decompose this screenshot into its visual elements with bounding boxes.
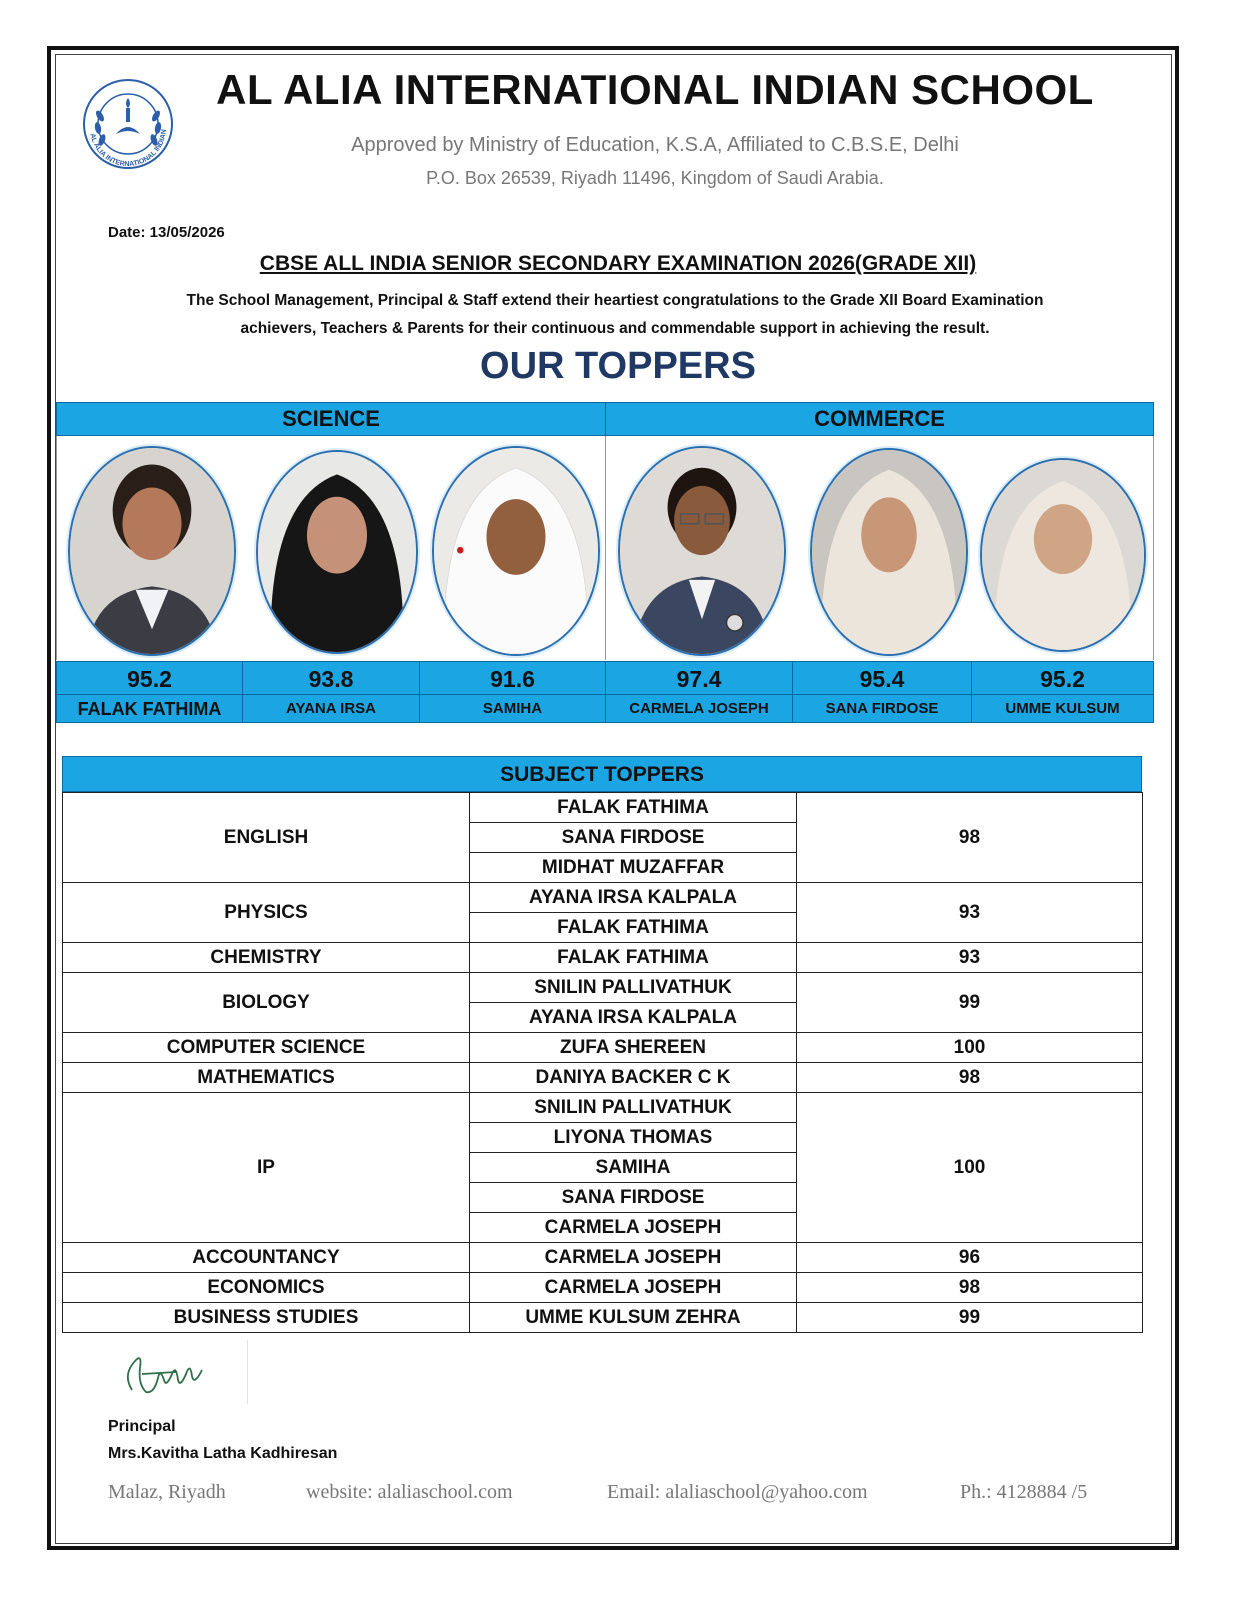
subject-name: BIOLOGY xyxy=(63,973,470,1033)
student-name: SAMIHA xyxy=(470,1153,797,1183)
student-photo xyxy=(980,458,1146,652)
congratulations-line-2: achievers, Teachers & Parents for their continuous and commendable support in achieving the result. xyxy=(240,320,990,337)
topper-score: 95.2 xyxy=(972,662,1153,695)
subject-name: IP xyxy=(63,1093,470,1243)
topper-name: SANA FIRDOSE xyxy=(825,700,939,717)
school-name: AL ALIA INTERNATIONAL INDIAN SCHOOL xyxy=(216,66,1094,113)
table-row xyxy=(63,883,1143,913)
subject-name: ECONOMICS xyxy=(63,1273,470,1303)
topper-score: 95.2 xyxy=(57,662,242,695)
topper-name: UMME KULSUM xyxy=(1005,700,1120,717)
subject-score: 99 xyxy=(797,1303,1143,1333)
subject-name: BUSINESS STUDIES xyxy=(63,1303,470,1333)
topper-score: 91.6 xyxy=(420,662,605,695)
footer-email: Email: alaliaschool@yahoo.com xyxy=(607,1481,868,1503)
stream-header-commerce: COMMERCE xyxy=(605,402,1154,436)
stream-divider xyxy=(605,436,606,660)
table-row xyxy=(63,793,1143,823)
topper-card xyxy=(56,661,243,723)
subject-name: PHYSICS xyxy=(63,883,470,943)
school-logo xyxy=(72,68,184,176)
student-name: CARMELA JOSEPH xyxy=(470,1273,797,1303)
notice-date: Date: 13/05/2026 xyxy=(108,224,225,241)
footer-phone: Ph.: 4128884 /5 xyxy=(960,1481,1088,1503)
student-name: CARMELA JOSEPH xyxy=(470,1213,797,1243)
table-row xyxy=(63,1063,1143,1093)
stream-header-science: SCIENCE xyxy=(56,402,606,436)
table-row xyxy=(63,1243,1143,1273)
student-name: SNILIN PALLIVATHUK xyxy=(470,1093,797,1123)
subject-name: CHEMISTRY xyxy=(63,943,470,973)
topper-card xyxy=(605,661,793,723)
student-photo xyxy=(432,446,600,656)
subject-name: ENGLISH xyxy=(63,793,470,883)
principal-signature xyxy=(118,1344,218,1406)
student-name: FALAK FATHIMA xyxy=(470,913,797,943)
toppers-heading: OUR TOPPERS xyxy=(480,345,756,387)
congratulations-text xyxy=(100,287,1130,343)
student-name: AYANA IRSA KALPALA xyxy=(470,1003,797,1033)
signature-divider xyxy=(247,1340,248,1404)
subject-name: MATHEMATICS xyxy=(63,1063,470,1093)
student-name: MIDHAT MUZAFFAR xyxy=(470,853,797,883)
subject-name: COMPUTER SCIENCE xyxy=(63,1033,470,1063)
exam-title: CBSE ALL INDIA SENIOR SECONDARY EXAMINATION 2026(GRADE XII) xyxy=(259,252,977,275)
topper-card xyxy=(242,661,420,723)
student-name: ZUFA SHEREEN xyxy=(470,1033,797,1063)
student-name: SNILIN PALLIVATHUK xyxy=(470,973,797,1003)
congratulations-line-1: The School Management, Principal & Staff extend their heartiest congratulations to the Grade XII Board Examination xyxy=(186,292,1044,309)
subject-score: 99 xyxy=(797,973,1143,1033)
principal-name: Mrs.Kavitha Latha Kadhiresan xyxy=(108,1445,338,1462)
student-name: AYANA IRSA KALPALA xyxy=(470,883,797,913)
table-row xyxy=(63,973,1143,1003)
table-row xyxy=(63,1033,1143,1063)
subject-score: 98 xyxy=(797,1273,1143,1303)
footer-website: website: alaliaschool.com xyxy=(306,1481,513,1503)
student-name: SANA FIRDOSE xyxy=(470,1183,797,1213)
student-name: FALAK FATHIMA xyxy=(470,793,797,823)
table-row xyxy=(63,943,1143,973)
topper-name: FALAK FATHIMA xyxy=(77,699,222,719)
principal-title: Principal xyxy=(108,1418,176,1435)
student-name: UMME KULSUM ZEHRA xyxy=(470,1303,797,1333)
topper-name: AYANA IRSA xyxy=(285,700,377,717)
subject-score: 93 xyxy=(797,943,1143,973)
student-photo xyxy=(618,446,786,656)
student-photo xyxy=(810,448,968,656)
topper-card xyxy=(419,661,606,723)
subject-score: 100 xyxy=(797,1093,1143,1243)
subject-score: 98 xyxy=(797,793,1143,883)
subject-score: 96 xyxy=(797,1243,1143,1273)
student-name: CARMELA JOSEPH xyxy=(470,1243,797,1273)
topper-card xyxy=(792,661,972,723)
topper-name: CARMELA JOSEPH xyxy=(629,700,769,717)
student-name: FALAK FATHIMA xyxy=(470,943,797,973)
subject-score: 98 xyxy=(797,1063,1143,1093)
topper-name: SAMIHA xyxy=(482,700,543,717)
table-row xyxy=(63,1093,1143,1123)
table-row xyxy=(63,1303,1143,1333)
student-name: DANIYA BACKER C K xyxy=(470,1063,797,1093)
topper-card xyxy=(971,661,1154,723)
topper-score: 93.8 xyxy=(243,662,419,695)
table-row xyxy=(63,1273,1143,1303)
subject-toppers-table xyxy=(62,792,1143,1333)
school-address: P.O. Box 26539, Riyadh 11496, Kingdom of Saudi Arabia. xyxy=(426,168,884,188)
topper-score: 95.4 xyxy=(793,662,971,695)
student-photo xyxy=(256,450,418,654)
student-name: SANA FIRDOSE xyxy=(470,823,797,853)
student-name: LIYONA THOMAS xyxy=(470,1123,797,1153)
subject-toppers-heading: SUBJECT TOPPERS xyxy=(62,756,1142,792)
topper-score: 97.4 xyxy=(606,662,792,695)
student-photo xyxy=(68,446,236,656)
topper-scores-row xyxy=(56,661,1154,723)
logo-lettering: AL ALIA INTERNATIONAL INDIAN xyxy=(88,128,169,169)
school-approval: Approved by Ministry of Education, K.S.A, Affiliated to C.B.S.E, Delhi xyxy=(351,134,959,156)
footer-location: Malaz, Riyadh xyxy=(108,1481,226,1503)
subject-name: ACCOUNTANCY xyxy=(63,1243,470,1273)
subject-score: 100 xyxy=(797,1033,1143,1063)
subject-score: 93 xyxy=(797,883,1143,943)
